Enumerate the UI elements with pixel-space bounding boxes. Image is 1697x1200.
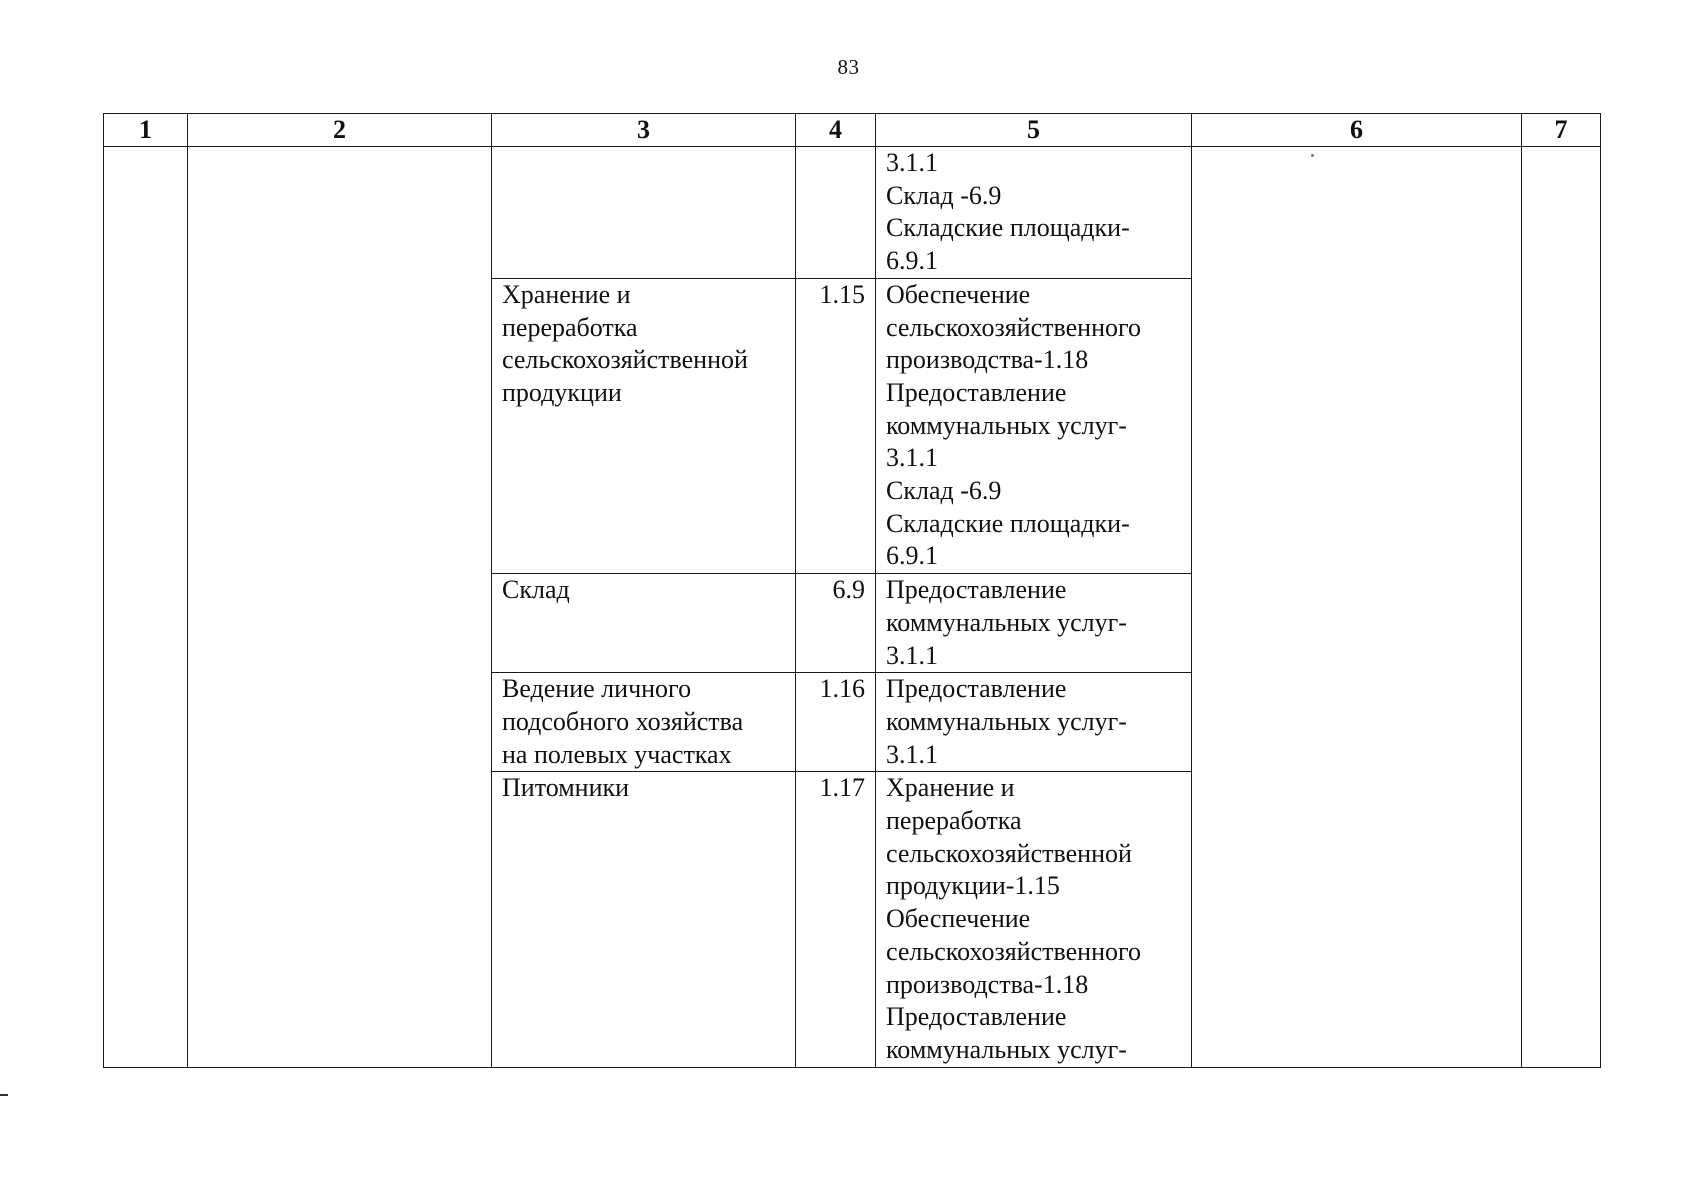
table-row [104,147,1601,279]
use-name-cell: Ведение личного подсобного хозяйства на полевых участках [492,673,796,772]
related-uses-cell: Хранение и переработка сельскохозяйственной продукции-1.15 Обеспечение сельскохозяйственного производства-1.18 Предоставление коммунальных услуг- [876,772,1192,1067]
scan-speck [1311,154,1314,157]
header-col-3: 3 [492,114,796,147]
use-name-cell: Хранение и переработка сельскохозяйственной продукции [492,278,796,573]
use-code-cell: 6.9 [796,574,876,673]
table-header-row [104,114,1601,147]
header-col-1: 1 [104,114,188,147]
col-2-merged-cell [188,147,492,1068]
related-uses-cell: Обеспечение сельскохозяйственного производства-1.18 Предоставление коммунальных услуг- 3.1.1 Склад -6.9 Складские площадки- 6.9.1 [876,278,1192,573]
col-7-merged-cell [1522,147,1601,1068]
land-use-table [103,113,1601,1068]
related-uses-cell: Предоставление коммунальных услуг- 3.1.1 [876,574,1192,673]
header-col-4: 4 [796,114,876,147]
related-uses-cell: Предоставление коммунальных услуг- 3.1.1 [876,673,1192,772]
header-col-5: 5 [876,114,1192,147]
header-col-7: 7 [1522,114,1601,147]
use-name-cell: Склад [492,574,796,673]
header-col-2: 2 [188,114,492,147]
scan-margin-mark [0,1094,8,1096]
use-code-cell: 1.17 [796,772,876,1067]
use-name-cell: Питомники [492,772,796,1067]
related-uses-cell: 3.1.1 Склад -6.9 Складские площадки- 6.9.1 [876,147,1192,279]
header-col-6: 6 [1192,114,1522,147]
col-6-merged-cell [1192,147,1522,1068]
use-name-cell [492,147,796,279]
use-code-cell: 1.15 [796,278,876,573]
use-code-cell [796,147,876,279]
page-number: 83 [837,55,860,79]
col-1-merged-cell [104,147,188,1068]
use-code-cell: 1.16 [796,673,876,772]
